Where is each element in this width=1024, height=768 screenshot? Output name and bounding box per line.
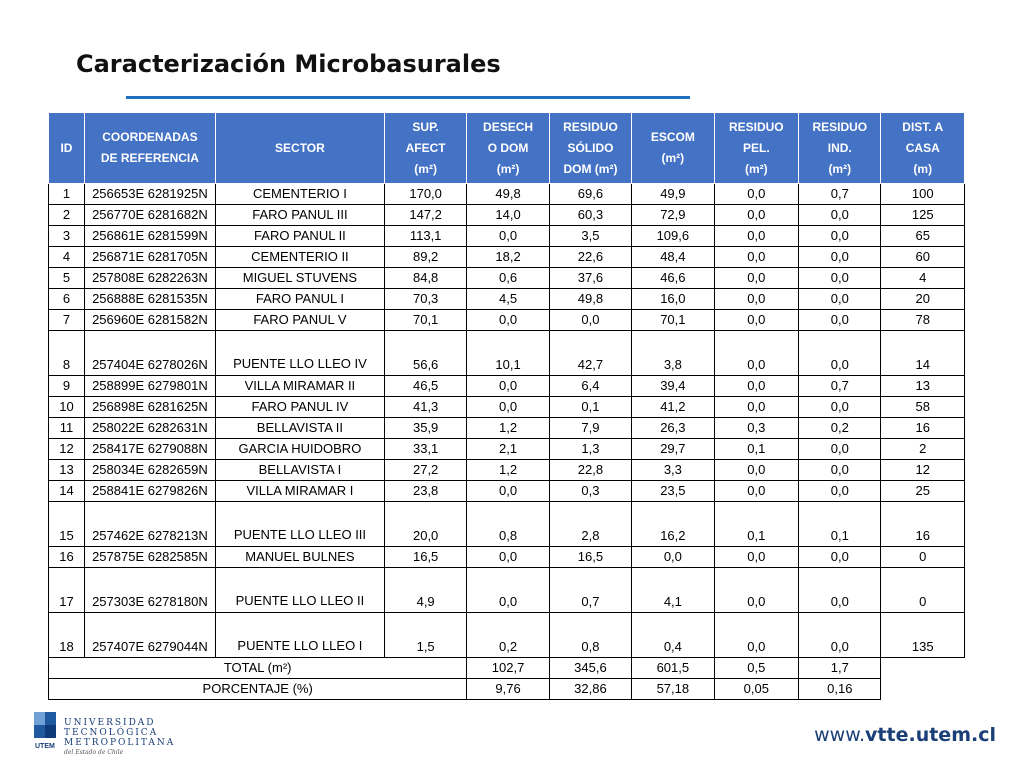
table-cell: 22,8 <box>549 460 631 481</box>
table-cell: 1,5 <box>384 613 466 658</box>
table-cell: 60,3 <box>549 205 631 226</box>
table-row <box>49 268 965 289</box>
table-cell: 170,0 <box>384 184 466 205</box>
totals-cell: 345,6 <box>549 658 631 679</box>
table-cell: 42,7 <box>549 331 631 376</box>
table-cell: 0,0 <box>714 481 799 502</box>
table-cell: 0,0 <box>632 547 714 568</box>
column-header <box>714 113 799 184</box>
table-cell: 0,0 <box>714 568 799 613</box>
table-cell: 0,0 <box>467 568 549 613</box>
column-header-line: IND. <box>827 140 852 155</box>
table-cell: 0,7 <box>799 184 881 205</box>
totals-label: TOTAL (m²) <box>49 658 467 679</box>
table-cell: 0,0 <box>799 205 881 226</box>
table-cell: 0,8 <box>549 613 631 658</box>
table-cell: 20,0 <box>384 502 466 547</box>
table-cell: 0,4 <box>632 613 714 658</box>
table-cell: VILLA MIRAMAR I <box>215 481 384 502</box>
column-header-line: ESCOM <box>650 130 695 144</box>
table-cell: 257808E 6282263N <box>84 268 215 289</box>
table-cell: 0,0 <box>467 376 549 397</box>
table-cell: 26,3 <box>632 418 714 439</box>
table-cell: 70,3 <box>384 289 466 310</box>
totals-cell: 32,86 <box>549 679 631 700</box>
table-cell: 256770E 6281682N <box>84 205 215 226</box>
table-cell: 0,0 <box>714 205 799 226</box>
table-cell: 15 <box>49 502 85 547</box>
table-cell: 0,0 <box>799 568 881 613</box>
table-cell: VILLA MIRAMAR II <box>215 376 384 397</box>
utem-logo-text <box>64 718 175 758</box>
table-cell: 16,5 <box>384 547 466 568</box>
table-cell: 16,5 <box>549 547 631 568</box>
table-cell: 0,0 <box>799 268 881 289</box>
table-cell: 7,9 <box>549 418 631 439</box>
table-cell: 41,2 <box>632 397 714 418</box>
table-cell: 256653E 6281925N <box>84 184 215 205</box>
table-cell: 256888E 6281535N <box>84 289 215 310</box>
table-cell: 0,0 <box>467 547 549 568</box>
utem-logo-badge: UTEM <box>35 743 55 750</box>
table-cell: FARO PANUL V <box>215 310 384 331</box>
column-header-line: DE REFERENCIA <box>100 151 199 165</box>
logo-tagline: del Estado de Chile <box>64 749 124 756</box>
website-domain: vtte.utem.cl <box>865 724 996 746</box>
table-cell: 5 <box>49 268 85 289</box>
table-cell: 0,0 <box>467 397 549 418</box>
table-cell: 258899E 6279801N <box>84 376 215 397</box>
table-cell: 256960E 6281582N <box>84 310 215 331</box>
table-row <box>49 247 965 268</box>
totals-row <box>49 658 965 679</box>
table-cell: 147,2 <box>384 205 466 226</box>
table-cell: 0,0 <box>714 268 799 289</box>
table-cell: 2,8 <box>549 502 631 547</box>
table-cell: 257462E 6278213N <box>84 502 215 547</box>
column-header-line: COORDENADAS <box>102 130 198 144</box>
table-row <box>49 502 965 547</box>
table-cell: 0 <box>881 547 965 568</box>
table-cell: 16 <box>881 418 965 439</box>
table-cell: 0,0 <box>467 310 549 331</box>
table-row <box>49 613 965 658</box>
table-cell: 37,6 <box>549 268 631 289</box>
table-cell: 0,0 <box>799 247 881 268</box>
table-cell: 0,0 <box>714 247 799 268</box>
table-cell: 0,7 <box>549 568 631 613</box>
column-header <box>881 113 965 184</box>
table-cell: 0,8 <box>467 502 549 547</box>
table-cell: 69,6 <box>549 184 631 205</box>
table-cell: FARO PANUL III <box>215 205 384 226</box>
table-cell: 0,0 <box>714 289 799 310</box>
table-cell: 17 <box>49 568 85 613</box>
column-header-line: (m²) <box>828 161 852 176</box>
table-cell: 109,6 <box>632 226 714 247</box>
table-cell: 8 <box>49 331 85 376</box>
totals-cell: 1,7 <box>799 658 881 679</box>
website-link[interactable] <box>814 724 996 746</box>
table-cell: 3 <box>49 226 85 247</box>
table-cell: 0,6 <box>467 268 549 289</box>
table-cell: 256871E 6281705N <box>84 247 215 268</box>
column-header-line: SÓLIDO <box>567 140 614 155</box>
table-cell: 18 <box>49 613 85 658</box>
table-cell: 4,1 <box>632 568 714 613</box>
table-cell: 4,9 <box>384 568 466 613</box>
table-cell: 0,0 <box>799 331 881 376</box>
table-cell: 49,8 <box>467 184 549 205</box>
table-cell: 2,1 <box>467 439 549 460</box>
totals-cell: 57,18 <box>632 679 714 700</box>
table-cell: 4 <box>49 247 85 268</box>
table-cell: 0,7 <box>799 376 881 397</box>
table-cell: 65 <box>881 226 965 247</box>
table-cell: 25 <box>881 481 965 502</box>
table-cell: 0,0 <box>467 226 549 247</box>
table-cell: 84,8 <box>384 268 466 289</box>
table-cell: 16,2 <box>632 502 714 547</box>
title-underline <box>126 96 690 99</box>
table-cell: 6 <box>49 289 85 310</box>
website-prefix: www. <box>814 724 866 746</box>
table-cell: 10,1 <box>467 331 549 376</box>
table-cell: 0,0 <box>799 481 881 502</box>
totals-cell: 102,7 <box>467 658 549 679</box>
column-header-line: (m²) <box>414 161 437 176</box>
column-header-line: RESIDUO <box>812 119 868 134</box>
column-header-line: PEL. <box>742 140 770 155</box>
table-cell: 60 <box>881 247 965 268</box>
table-cell: 0,2 <box>467 613 549 658</box>
table-row <box>49 568 965 613</box>
table-cell: 0,0 <box>714 310 799 331</box>
table-cell: 16 <box>881 502 965 547</box>
table-cell: PUENTE LLO LLEO IV <box>215 331 384 376</box>
table-cell: 35,9 <box>384 418 466 439</box>
table-cell: 29,7 <box>632 439 714 460</box>
table-header-row <box>49 113 965 184</box>
table-cell: 89,2 <box>384 247 466 268</box>
table-cell: 23,5 <box>632 481 714 502</box>
table-cell: 14 <box>49 481 85 502</box>
table-cell: 0,0 <box>714 613 799 658</box>
table-cell: 3,5 <box>549 226 631 247</box>
table-cell: 0,0 <box>714 184 799 205</box>
table-cell: 256898E 6281625N <box>84 397 215 418</box>
totals-cell: 0,16 <box>799 679 881 700</box>
column-header-line: SUP. <box>412 119 439 134</box>
table-cell: 11 <box>49 418 85 439</box>
table-cell: 0,0 <box>799 310 881 331</box>
table-cell: 258417E 6279088N <box>84 439 215 460</box>
table-row <box>49 310 965 331</box>
table-cell: 18,2 <box>467 247 549 268</box>
table-cell: 27,2 <box>384 460 466 481</box>
table-cell: 10 <box>49 397 85 418</box>
table-cell: 33,1 <box>384 439 466 460</box>
table-cell: 70,1 <box>632 310 714 331</box>
table-cell: 258022E 6282631N <box>84 418 215 439</box>
table-cell: 1,2 <box>467 460 549 481</box>
table-cell: 20 <box>881 289 965 310</box>
table-cell: BELLAVISTA II <box>215 418 384 439</box>
table-cell: 1,2 <box>467 418 549 439</box>
table-cell: 113,1 <box>384 226 466 247</box>
table-row <box>49 481 965 502</box>
table-cell: 0,0 <box>799 613 881 658</box>
table-cell: 46,5 <box>384 376 466 397</box>
table-cell: 0,3 <box>549 481 631 502</box>
table-cell: PUENTE LLO LLEO II <box>215 568 384 613</box>
table-cell: 56,6 <box>384 331 466 376</box>
table-cell: 14,0 <box>467 205 549 226</box>
table-cell: 16,0 <box>632 289 714 310</box>
empty-cell <box>881 658 965 679</box>
table-cell: 0,0 <box>714 397 799 418</box>
table-cell: 23,8 <box>384 481 466 502</box>
logo-line-2: TECNOLÓGICA <box>64 728 159 738</box>
table-row <box>49 439 965 460</box>
table-cell: 0,0 <box>714 331 799 376</box>
table-cell: 6,4 <box>549 376 631 397</box>
table-cell: 0,0 <box>714 547 799 568</box>
column-header <box>84 113 215 184</box>
column-header-line: O DOM <box>487 140 529 155</box>
table-cell: 0,0 <box>799 460 881 481</box>
table-row <box>49 418 965 439</box>
table-cell: FARO PANUL I <box>215 289 384 310</box>
table-row <box>49 547 965 568</box>
table-cell: 58 <box>881 397 965 418</box>
table-cell: 0,1 <box>549 397 631 418</box>
table-cell: 1 <box>49 184 85 205</box>
table-cell: 13 <box>881 376 965 397</box>
totals-cell: 601,5 <box>632 658 714 679</box>
totals-cell: 9,76 <box>467 679 549 700</box>
empty-cell <box>881 679 965 700</box>
column-header-line: AFECT <box>405 140 446 155</box>
table-cell: 14 <box>881 331 965 376</box>
table-cell: 72,9 <box>632 205 714 226</box>
column-header-line: CASA <box>905 140 940 155</box>
table-cell: 0,1 <box>714 502 799 547</box>
table-cell: 3,8 <box>632 331 714 376</box>
table-cell: 0,0 <box>799 439 881 460</box>
table-cell: 258841E 6279826N <box>84 481 215 502</box>
table-cell: 1,3 <box>549 439 631 460</box>
column-header-line: DIST. A <box>902 119 944 134</box>
table-cell: 22,6 <box>549 247 631 268</box>
table-cell: PUENTE LLO LLEO III <box>215 502 384 547</box>
table-cell: 0,0 <box>799 397 881 418</box>
table-cell: 0,0 <box>799 289 881 310</box>
table-row <box>49 289 965 310</box>
column-header-line: DESECH <box>483 119 534 134</box>
logo-line-1: UNIVERSIDAD <box>64 718 156 728</box>
table-cell: FARO PANUL II <box>215 226 384 247</box>
table-cell: 258034E 6282659N <box>84 460 215 481</box>
table-cell: 135 <box>881 613 965 658</box>
table-cell: 100 <box>881 184 965 205</box>
column-header-line: RESIDUO <box>563 119 618 134</box>
column-header <box>384 113 466 184</box>
table-row <box>49 205 965 226</box>
table-cell: 257404E 6278026N <box>84 331 215 376</box>
table-cell: 0,0 <box>467 481 549 502</box>
table-cell: 0,0 <box>799 226 881 247</box>
column-header <box>799 113 881 184</box>
table-cell: MIGUEL STUVENS <box>215 268 384 289</box>
table-cell: 16 <box>49 547 85 568</box>
column-header <box>632 113 714 184</box>
table-cell: 4,5 <box>467 289 549 310</box>
table-row <box>49 331 965 376</box>
table-cell: 48,4 <box>632 247 714 268</box>
table-row <box>49 184 965 205</box>
table-row <box>49 397 965 418</box>
totals-cell: 0,5 <box>714 658 799 679</box>
table-cell: 49,9 <box>632 184 714 205</box>
column-header <box>467 113 549 184</box>
table-cell: 39,4 <box>632 376 714 397</box>
column-header <box>549 113 631 184</box>
table-cell: 125 <box>881 205 965 226</box>
table-cell: 3,3 <box>632 460 714 481</box>
table-cell: BELLAVISTA I <box>215 460 384 481</box>
table-cell: 257303E 6278180N <box>84 568 215 613</box>
table-cell: 257875E 6282585N <box>84 547 215 568</box>
table-cell: 41,3 <box>384 397 466 418</box>
table-cell: 46,6 <box>632 268 714 289</box>
table-cell: 0,1 <box>714 439 799 460</box>
table-cell: 13 <box>49 460 85 481</box>
table-cell: 4 <box>881 268 965 289</box>
table-cell: 0,0 <box>799 547 881 568</box>
column-header-line: RESIDUO <box>728 119 784 134</box>
table-cell: 7 <box>49 310 85 331</box>
table-cell: CEMENTERIO II <box>215 247 384 268</box>
column-header-line: SECTOR <box>275 140 325 155</box>
column-header <box>215 113 384 184</box>
table-row <box>49 376 965 397</box>
table-cell: 12 <box>49 439 85 460</box>
table-cell: 0,3 <box>714 418 799 439</box>
logo-line-3: METROPOLITANA <box>64 738 176 748</box>
page-title: Caracterización Microbasurales <box>76 50 501 78</box>
table-row <box>49 460 965 481</box>
table-cell: 78 <box>881 310 965 331</box>
table-cell: 0,2 <box>799 418 881 439</box>
table-cell: CEMENTERIO I <box>215 184 384 205</box>
totals-row <box>49 679 965 700</box>
table-cell: 9 <box>49 376 85 397</box>
table-cell: 0,0 <box>549 310 631 331</box>
table-body <box>49 184 965 700</box>
table-cell: 0,0 <box>714 460 799 481</box>
table-cell: FARO PANUL IV <box>215 397 384 418</box>
table-cell: 49,8 <box>549 289 631 310</box>
table-cell: 12 <box>881 460 965 481</box>
column-header-line: ID <box>60 140 73 155</box>
table-cell: 256861E 6281599N <box>84 226 215 247</box>
table-cell: 0,0 <box>714 376 799 397</box>
column-header-line: (m²) <box>744 161 768 176</box>
table-cell: PUENTE LLO LLEO I <box>215 613 384 658</box>
table-cell: 2 <box>881 439 965 460</box>
table-cell: 70,1 <box>384 310 466 331</box>
totals-cell: 0,05 <box>714 679 799 700</box>
table-cell: 2 <box>49 205 85 226</box>
column-header-line: (m²) <box>496 161 520 176</box>
table-row <box>49 226 965 247</box>
table-cell: 0 <box>881 568 965 613</box>
microbasurales-table <box>48 112 965 700</box>
table-cell: MANUEL BULNES <box>215 547 384 568</box>
column-header-line: (m) <box>913 161 933 176</box>
column-header-line: (m²) <box>661 151 685 165</box>
table-cell: 257407E 6279044N <box>84 613 215 658</box>
totals-label: PORCENTAJE (%) <box>49 679 467 700</box>
table-cell: 0,1 <box>799 502 881 547</box>
table-cell: 0,0 <box>714 226 799 247</box>
column-header <box>49 113 85 184</box>
column-header-line: DOM (m²) <box>563 161 618 176</box>
table-cell: GARCIA HUIDOBRO <box>215 439 384 460</box>
